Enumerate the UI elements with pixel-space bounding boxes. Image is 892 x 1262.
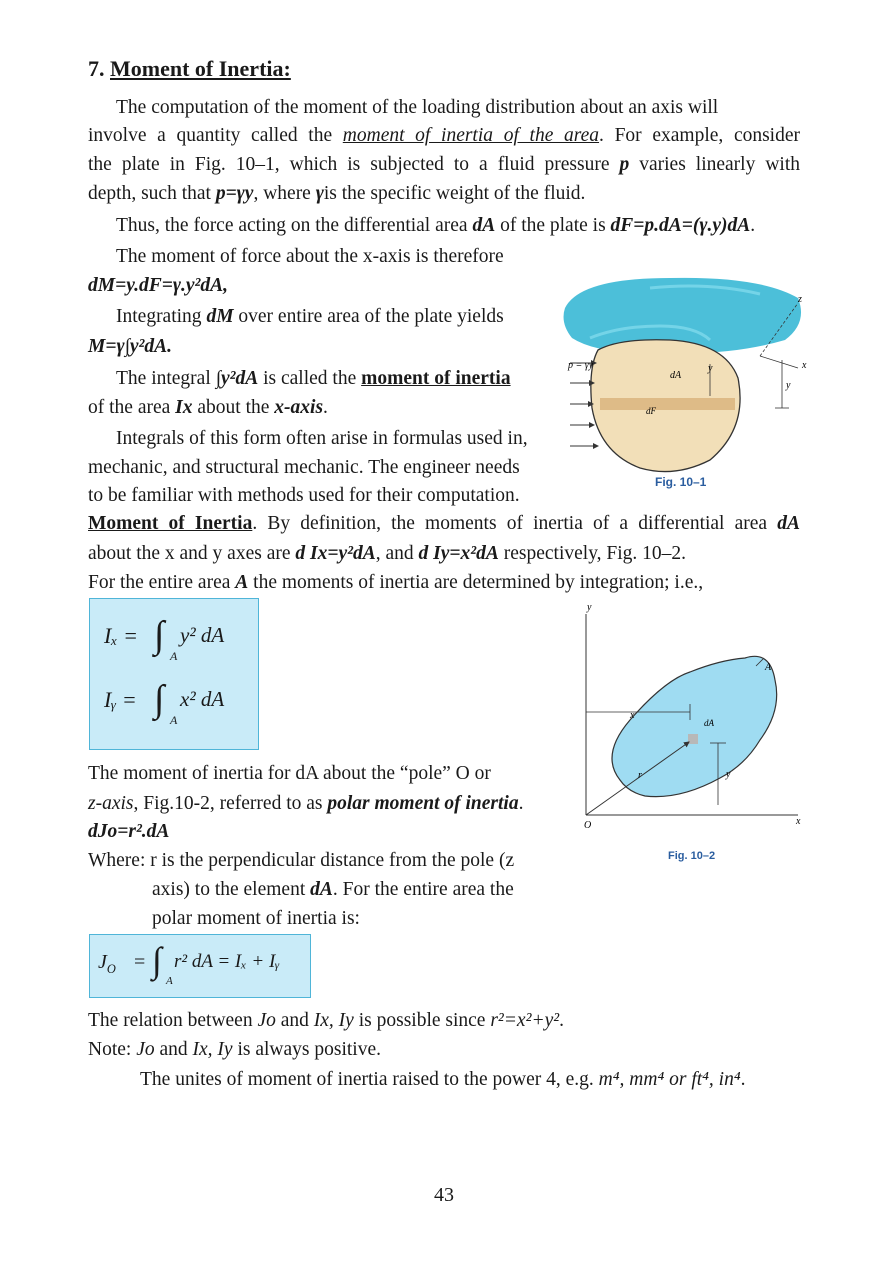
- fig1-label-dF: dF: [646, 406, 656, 416]
- fig2-label-r: r: [638, 770, 642, 781]
- eq-iy-lhs: Iᵧ =: [104, 687, 137, 712]
- eq-jo-lhs: $J_O$: [98, 951, 116, 976]
- figure-10-1: [560, 268, 820, 498]
- area-A: [612, 656, 777, 796]
- fig1-label-p: p = γy: [568, 360, 594, 371]
- note-line: Note: Jo and Ix, Iy is always positive.: [88, 1039, 381, 1060]
- fig2-label-x2: x: [796, 816, 801, 827]
- eq-ix-sub: A: [170, 649, 178, 663]
- polar-line4: Where: r is the perpendicular distance from the pole (z: [88, 850, 515, 871]
- section-heading: [88, 56, 291, 82]
- integral-sign-2: ∫: [154, 678, 165, 720]
- fig1-caption: Fig. 10–1: [655, 475, 707, 489]
- p1-line4: depth, such that p=γy, where γis the specific weight of the fluid.: [88, 183, 586, 204]
- fig2-label-A: A: [765, 662, 772, 673]
- p3-line1: Integrals of this form often arise in formulas used in,: [116, 428, 528, 449]
- equation-box-jo: [89, 934, 311, 998]
- p2-line7: of the area Ix about the x-axis.: [88, 397, 328, 418]
- fig1-label-dA: dA: [670, 370, 682, 381]
- p1-line3: the plate in Fig. 10–1, which is subjected to a fluid pressure p varies linearly with: [88, 154, 800, 175]
- eq-jo-sub: A: [166, 975, 173, 987]
- p3-line2: mechanic, and structural mechanic. The engineer needs: [88, 457, 520, 478]
- p2-line1: Thus, the force acting on the differential area dA of the plate is dF=p.dA=(γ.y)dA.: [116, 215, 756, 236]
- fig2-label-O: O: [584, 820, 592, 830]
- fig2-label-x1: x: [630, 710, 635, 721]
- fig1-label-z: z: [798, 294, 802, 305]
- p2-line3: dM=y.dF=γ.y²dA,: [88, 275, 228, 296]
- eq-iy-rhs: x² dA: [180, 687, 225, 711]
- polar-line2: z-axis, Fig.10-2, referred to as polar moment of inertia.: [88, 793, 524, 814]
- p1-line1: The computation of the moment of the loading distribution about an axis will: [116, 97, 719, 118]
- integral-sign-3: ∫: [152, 940, 162, 980]
- figure-10-2: [570, 600, 810, 830]
- element-dA: [688, 734, 698, 744]
- strip-dA: [600, 398, 735, 410]
- integral-sign-1: ∫: [154, 614, 165, 656]
- page-number: 43: [434, 1184, 454, 1206]
- eq-jo-equals: =: [134, 951, 146, 973]
- p4-line2: about the x and y axes are d Ix=y²dA, and d Iy=x²dA respectively, Fig. 10–2.: [88, 543, 687, 564]
- fig2-label-dA: dA: [704, 718, 714, 728]
- p2-line5: M=γ∫y²dA.: [88, 336, 173, 357]
- eq-ix-rhs: y² dA: [180, 623, 225, 647]
- polar-line5: axis) to the element dA. For the entire area the: [152, 879, 514, 900]
- p2-line6: The integral ∫y²dA is called the moment of inertia: [116, 368, 511, 389]
- fig2-caption: Fig. 10–2: [668, 850, 716, 862]
- eq-ix-lhs: Iₓ =: [104, 623, 138, 648]
- polar-line1: The moment of inertia for dA about the “pole” O or: [88, 763, 491, 784]
- fig1-label-y1: y: [708, 363, 713, 374]
- polar-line3: dJo=r².dA: [88, 821, 170, 842]
- eq-iy-sub: A: [170, 713, 178, 727]
- eq-jo-rhs: r² dA = Iₓ + Iᵧ: [174, 951, 280, 972]
- p4-line3: For the entire area A the moments of inertia are determined by integration; i.e.,: [88, 572, 704, 593]
- p4-line1: Moment of Inertia. By definition, the moments of inertia of a differential area dA: [88, 513, 800, 534]
- section-number: 7.: [88, 56, 105, 81]
- equation-box-ix-iy: [89, 598, 259, 750]
- p3-line3: to be familiar with methods used for their computation.: [88, 485, 520, 506]
- fig1-label-x: x: [802, 360, 807, 371]
- polar-line6: polar moment of inertia is:: [152, 908, 360, 929]
- p2-line2: The moment of force about the x-axis is therefore: [116, 246, 504, 267]
- p1-line2: involve a quantity called the moment of inertia of the area. For example, consider: [88, 125, 801, 146]
- fig1-label-y2: y: [786, 380, 791, 391]
- relation-line: The relation between Jo and Ix, Iy is possible since r²=x²+y².: [88, 1010, 564, 1031]
- units-line: The unites of moment of inertia raised to the power 4, e.g. m⁴, mm⁴ or ft⁴, in⁴.: [140, 1069, 746, 1090]
- p2-line4: Integrating dM over entire area of the plate yields: [116, 306, 504, 327]
- fig2-label-y: y: [587, 602, 592, 613]
- fig2-label-y2: y: [726, 769, 731, 780]
- section-title: Moment of Inertia:: [110, 56, 291, 81]
